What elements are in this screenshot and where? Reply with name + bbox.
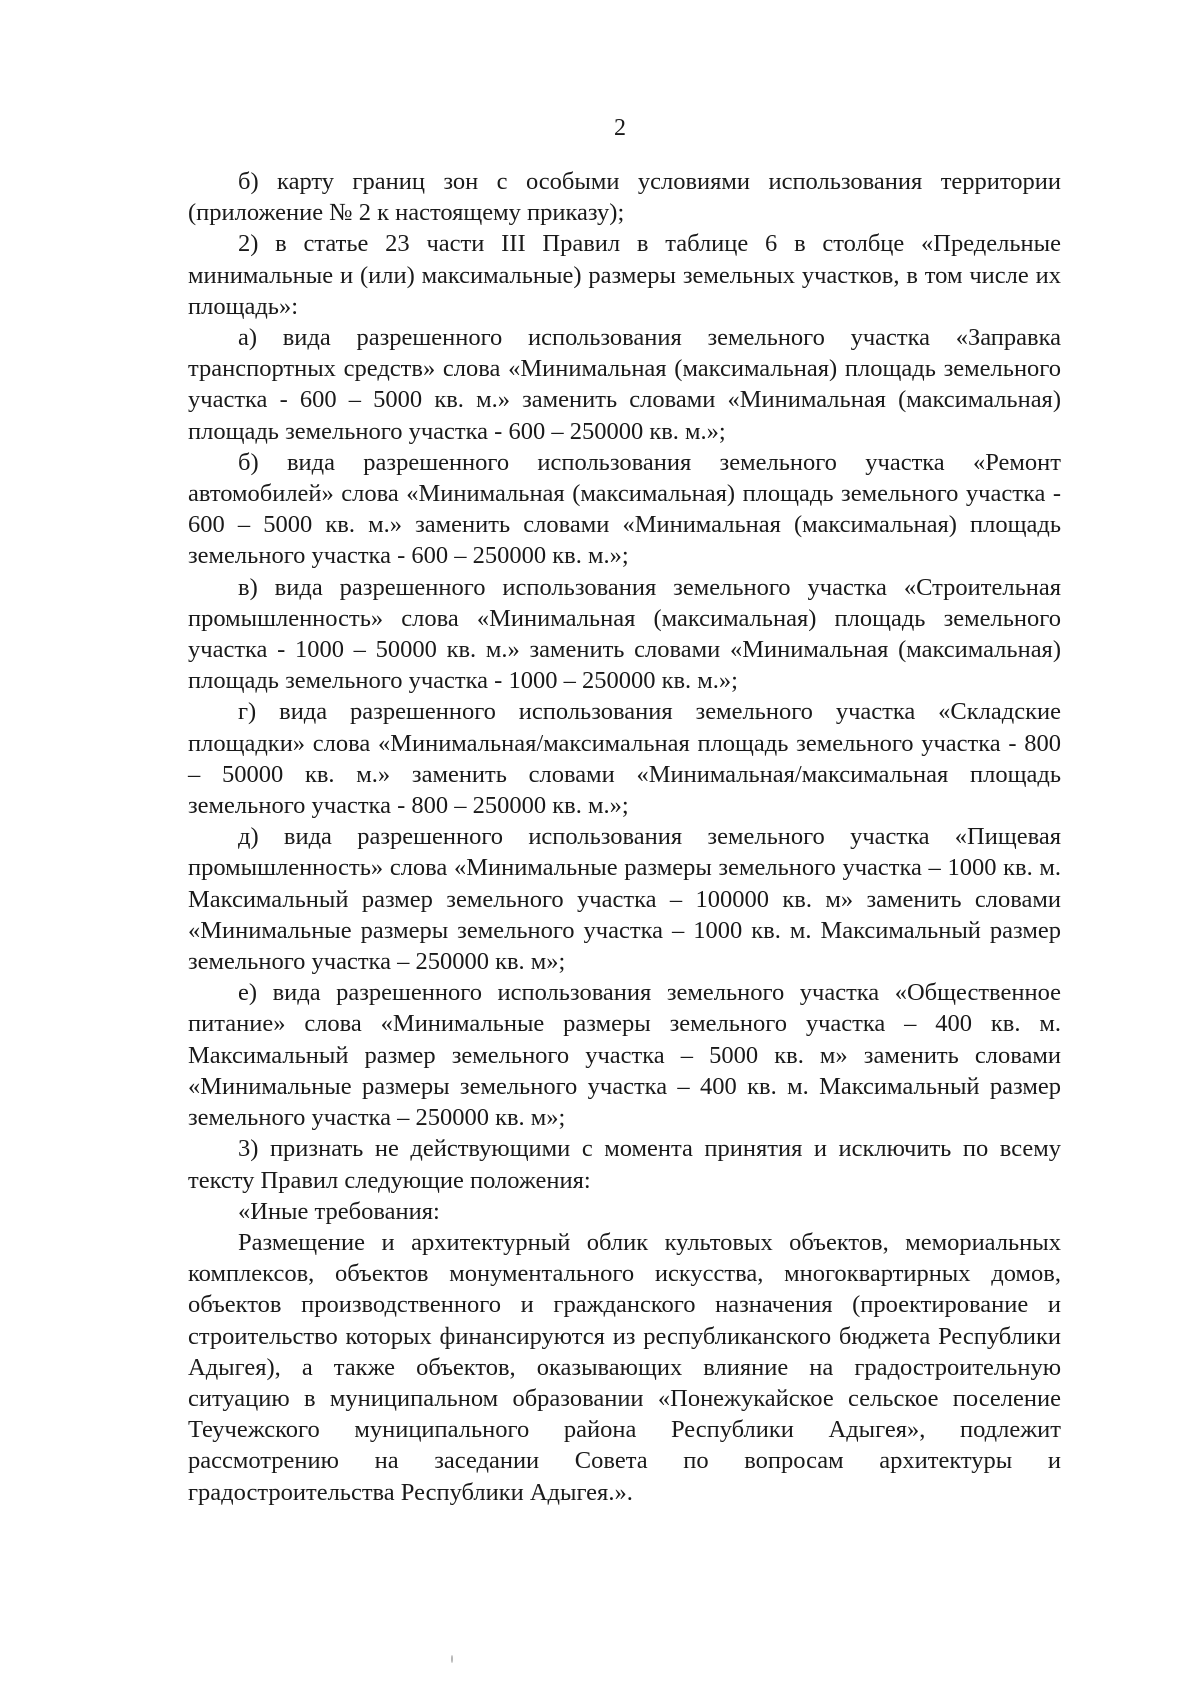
paragraph-3-repeal: 3) признать не действующими с момента принятия и исключить по всему тексту Правил следующие положения: bbox=[188, 1135, 1061, 1194]
paragraph-2-article-23: 2) в статье 23 части III Правил в таблице 6 в столбце «Предельные минимальные и (или) максимальные) размеры земельных участков, в том числе их площадь»: bbox=[188, 230, 1061, 320]
paragraph-b-map: б) карту границ зон с особыми условиями использования территории (приложение № 2 к настоящему приказу); bbox=[188, 168, 1061, 227]
scan-speck bbox=[451, 1655, 453, 1663]
paragraph-a-fuel-station: а) вида разрешенного использования земельного участка «Заправка транспортных средств» слова «Минимальная (максимальная) площадь земельного участка - 600 – 5000 кв. м.» заменить словами «Минимальная (максимальная) площадь земельного участка - 600 – 250000 кв. м.»; bbox=[188, 324, 1061, 445]
paragraph-v-construction-industry: в) вида разрешенного использования земельного участка «Строительная промышленность» слова «Минимальная (максимальная) площадь земельного участка - 1000 – 50000 кв. м.» заменить словами «Минимальная (максимальная) площадь земельного участка - 1000 – 250000 кв. м.»; bbox=[188, 573, 1061, 695]
paragraph-e-public-catering: е) вида разрешенного использования земельного участка «Общественное питание» слова «Минимальные размеры земельного участка – 400 кв. м. Максимальный размер земельного участка – 5000 кв. м» заменить словами «Минимальные размеры земельного участка – 400 кв. м. Максимальный размер земельного участка – 250000 кв. м»; bbox=[188, 979, 1061, 1132]
paragraph-placement-provision: Размещение и архитектурный облик культовых объектов, мемориальных комплексов, объектов монументального искусства, многоквартирных домов, объектов производственного и гражданского назначения (проектирование и строительство которых финансируются из республиканского бюджета Республики Адыгея), а также объектов, оказывающих влияние на градостроительную ситуацию в муниципальном образовании «Понежукайское сельское поселение Теучежского муниципального района Республики Адыгея», подлежит рассмотрению на заседании Совета по вопросам архитектуры и градостроительства Республики Адыгея.». bbox=[188, 1228, 1061, 1506]
paragraph-b-car-repair: б) вида разрешенного использования земельного участка «Ремонт автомобилей» слова «Минимальная (максимальная) площадь земельного участка - 600 – 5000 кв. м.» заменить словами «Минимальная (максимальная) площадь земельного участка - 600 – 250000 кв. м.»; bbox=[188, 448, 1061, 570]
paragraph-g-storage-areas: г) вида разрешенного использования земельного участка «Складские площадки» слова «Минимальная/максимальная площадь земельного участка - 800 – 50000 кв. м.» заменить словами «Минимальная/максимальная площадь земельного участка - 800 – 250000 кв. м.»; bbox=[188, 698, 1061, 820]
paragraph-d-food-industry: д) вида разрешенного использования земельного участка «Пищевая промышленность» слова «Минимальные размеры земельного участка – 1000 кв. м. Максимальный размер земельного участка – 100000 кв. м» заменить словами «Минимальные размеры земельного участка – 1000 кв. м. Максимальный размер земельного участка – 250000 кв. м»; bbox=[188, 823, 1061, 976]
page-number: 2 bbox=[614, 115, 626, 141]
document-body bbox=[188, 166, 1061, 1508]
paragraph-other-requirements-heading: «Иные требования: bbox=[238, 1197, 440, 1225]
